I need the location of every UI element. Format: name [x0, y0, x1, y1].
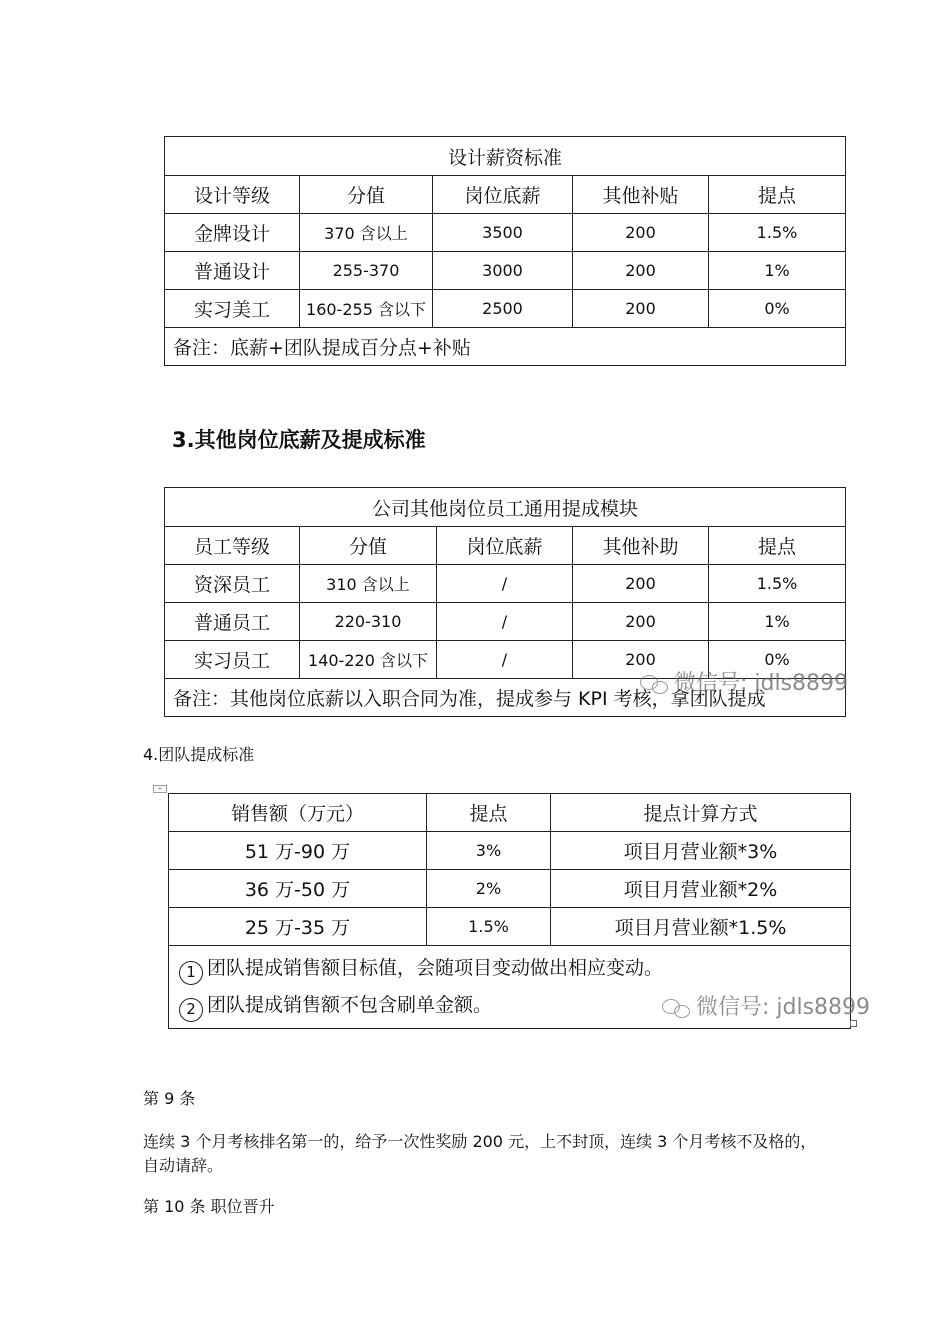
column-header: 提点计算方式 — [551, 794, 851, 832]
column-header: 岗位底薪 — [437, 527, 573, 565]
wechat-icon — [662, 999, 692, 1017]
note-item: 1 团队提成销售额目标值，会随项目变动做出相应变动。 — [179, 950, 842, 987]
base-salary-cell: / — [437, 565, 573, 603]
watermark: 微信号: jdls8899 — [640, 666, 848, 697]
allowance-cell: 200 — [573, 290, 709, 328]
column-header: 提点 — [709, 176, 846, 214]
grade-cell: 金牌设计 — [165, 214, 300, 252]
commission-cell: 1.5% — [709, 214, 846, 252]
sales-range-cell: 36 万-50 万 — [169, 870, 427, 908]
grade-cell: 实习美工 — [165, 290, 300, 328]
base-salary-cell: / — [437, 603, 573, 641]
table-note: 备注：底薪+团队提成百分点+补贴 — [165, 328, 846, 366]
watermark: 微信号: jdls8899 — [662, 990, 870, 1021]
table-row — [165, 603, 846, 641]
column-header: 提点 — [427, 794, 551, 832]
table-title: 公司其他岗位员工通用提成模块 — [165, 488, 846, 527]
table-row — [165, 565, 846, 603]
section-heading: 3.其他岗位底薪及提成标准 — [172, 428, 426, 452]
table-title: 设计薪资标准 — [165, 137, 846, 176]
table-row — [165, 290, 846, 328]
column-header: 设计等级 — [165, 176, 300, 214]
allowance-cell: 200 — [573, 214, 709, 252]
commission-cell: 1% — [709, 603, 846, 641]
anchor-icon[interactable]: + — [153, 785, 167, 793]
base-salary-cell: / — [437, 641, 573, 679]
wechat-icon — [640, 675, 670, 693]
commission-cell: 1.5% — [709, 565, 846, 603]
design-salary-table — [164, 136, 846, 366]
score-cell: 220-310 — [300, 603, 437, 641]
score-cell: 160-255 含以下 — [300, 290, 433, 328]
base-salary-cell: 3000 — [433, 252, 573, 290]
table-note: 备注：其他岗位底薪以入职合同为准，提成参与 KPI 考核，拿团队提成 — [165, 679, 846, 717]
sales-range-cell: 25 万-35 万 — [169, 908, 427, 946]
score-cell: 310 含以上 — [300, 565, 437, 603]
column-header: 分值 — [300, 176, 433, 214]
column-header: 员工等级 — [165, 527, 300, 565]
article-heading: 第 9 条 — [143, 1089, 196, 1108]
table-row — [169, 832, 851, 870]
formula-cell: 项目月营业额*1.5% — [551, 908, 851, 946]
circled-number-icon: 1 — [179, 961, 203, 985]
score-cell: 370 含以上 — [300, 214, 433, 252]
base-salary-cell: 2500 — [433, 290, 573, 328]
note-item: 2 团队提成销售额不包含刷单金额。 — [179, 987, 842, 1024]
article-heading: 第 10 条 职位晋升 — [143, 1197, 275, 1216]
commission-cell: 3% — [427, 832, 551, 870]
resize-handle[interactable] — [850, 1020, 857, 1027]
grade-cell: 普通设计 — [165, 252, 300, 290]
commission-cell: 2% — [427, 870, 551, 908]
allowance-cell: 200 — [573, 603, 709, 641]
allowance-cell: 200 — [573, 641, 709, 679]
base-salary-cell: 3500 — [433, 214, 573, 252]
allowance-cell: 200 — [573, 252, 709, 290]
commission-cell: 1% — [709, 252, 846, 290]
column-header: 其他补贴 — [573, 176, 709, 214]
commission-cell: 0% — [709, 641, 846, 679]
table-row — [165, 252, 846, 290]
commission-cell: 0% — [709, 290, 846, 328]
allowance-cell: 200 — [573, 565, 709, 603]
column-header: 销售额（万元） — [169, 794, 427, 832]
table-row — [169, 870, 851, 908]
grade-cell: 普通员工 — [165, 603, 300, 641]
column-header: 提点 — [709, 527, 846, 565]
article-body: 自动请辞。 — [143, 1156, 224, 1175]
commission-cell: 1.5% — [427, 908, 551, 946]
formula-cell: 项目月营业额*2% — [551, 870, 851, 908]
table-row — [169, 908, 851, 946]
formula-cell: 项目月营业额*3% — [551, 832, 851, 870]
table-row — [165, 214, 846, 252]
score-cell: 255-370 — [300, 252, 433, 290]
sales-range-cell: 51 万-90 万 — [169, 832, 427, 870]
article-body: 连续 3 个月考核排名第一的，给予一次性奖励 200 元，上不封顶，连续 3 个月考核不及格的， — [143, 1132, 817, 1151]
column-header: 岗位底薪 — [433, 176, 573, 214]
column-header: 其他补助 — [573, 527, 709, 565]
grade-cell: 资深员工 — [165, 565, 300, 603]
score-cell: 140-220 含以下 — [300, 641, 437, 679]
circled-number-icon: 2 — [179, 998, 203, 1022]
column-header: 分值 — [300, 527, 437, 565]
section-heading: 4.团队提成标准 — [143, 745, 255, 764]
grade-cell: 实习员工 — [165, 641, 300, 679]
